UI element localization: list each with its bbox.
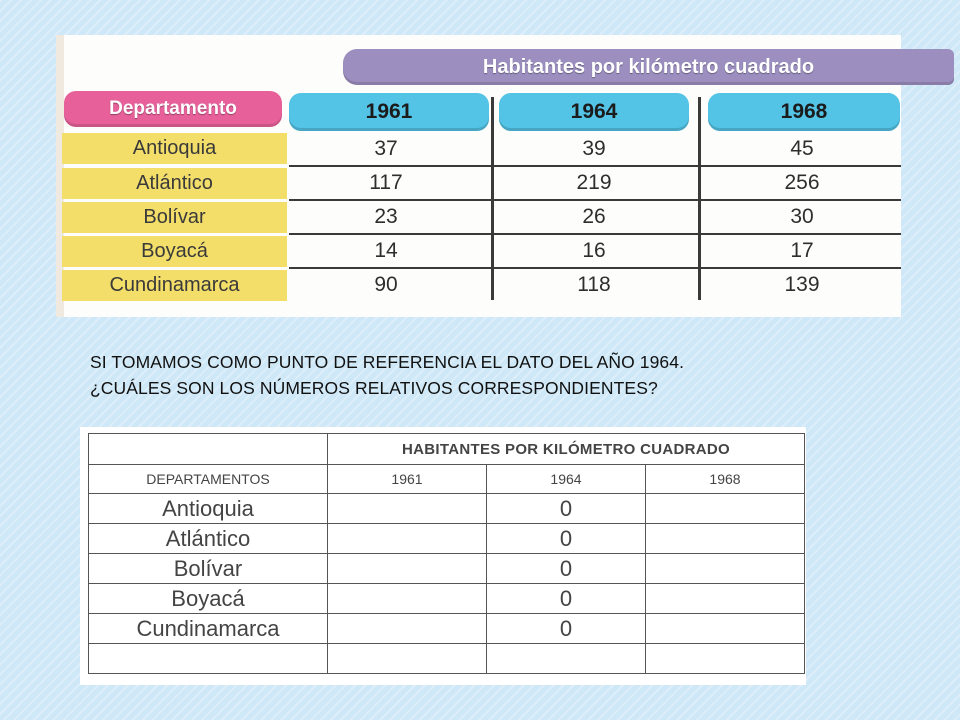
answer-cell-1964: 0 bbox=[487, 614, 646, 644]
row-label-atlantico: Atlántico bbox=[89, 524, 328, 554]
value-cell: 37 bbox=[374, 137, 398, 160]
answer-cell-1968[interactable] bbox=[646, 584, 805, 614]
relative-numbers-table bbox=[80, 427, 806, 685]
table-row bbox=[89, 584, 805, 614]
answer-cell-1964: 0 bbox=[487, 494, 646, 524]
value-cell: 219 bbox=[576, 171, 612, 194]
answer-cell-1968[interactable] bbox=[646, 614, 805, 644]
year-header-1964: 1964 bbox=[487, 465, 646, 494]
table-row bbox=[89, 644, 805, 674]
value-cell: 23 bbox=[374, 205, 398, 228]
row-label-cundinamarca: Cundinamarca bbox=[89, 614, 328, 644]
table-row bbox=[89, 494, 805, 524]
empty-row-label bbox=[89, 644, 328, 674]
value-cell: 14 bbox=[374, 239, 398, 262]
value-cell: 117 bbox=[369, 171, 403, 194]
empty-corner-cell bbox=[89, 434, 328, 465]
empty-cell bbox=[487, 644, 646, 674]
table-row bbox=[89, 554, 805, 584]
value-cell: 17 bbox=[790, 239, 814, 262]
value-cell: 39 bbox=[582, 137, 606, 160]
answer-cell-1968[interactable] bbox=[646, 524, 805, 554]
year-header-1964: 1964 bbox=[499, 93, 689, 131]
answer-cell-1968[interactable] bbox=[646, 554, 805, 584]
year-header-1961: 1961 bbox=[328, 465, 487, 494]
table-title: HABITANTES POR KILÓMETRO CUADRADO bbox=[328, 434, 805, 465]
value-cell: 26 bbox=[582, 205, 606, 228]
question-line-2: ¿CUÁLES SON LOS NÚMEROS RELATIVOS CORRESPONDIENTES? bbox=[90, 378, 658, 398]
value-cell: 90 bbox=[374, 273, 398, 296]
value-cell: 139 bbox=[784, 273, 820, 296]
answer-cell-1964: 0 bbox=[487, 584, 646, 614]
department-header: DEPARTAMENTOS bbox=[89, 465, 328, 494]
year-header-1968: 1968 bbox=[708, 93, 900, 131]
row-label-bolivar: Bolívar bbox=[62, 202, 287, 233]
answer-cell-1961[interactable] bbox=[328, 524, 487, 554]
empty-cell bbox=[328, 644, 487, 674]
answer-cell-1961[interactable] bbox=[328, 494, 487, 524]
row-label-boyaca: Boyacá bbox=[62, 236, 287, 267]
question-line-1: SI TOMAMOS COMO PUNTO DE REFERENCIA EL DATO DEL AÑO 1964. bbox=[90, 352, 685, 372]
row-label-atlantico: Atlántico bbox=[62, 168, 287, 199]
row-label-bolivar: Bolívar bbox=[89, 554, 328, 584]
relative-numbers-grid bbox=[88, 433, 805, 674]
answer-cell-1961[interactable] bbox=[328, 554, 487, 584]
answer-cell-1964: 0 bbox=[487, 524, 646, 554]
table-row bbox=[89, 524, 805, 554]
row-label-cundinamarca: Cundinamarca bbox=[62, 270, 287, 301]
value-cell: 30 bbox=[790, 205, 814, 228]
value-cell: 45 bbox=[790, 137, 814, 160]
table-title: Habitantes por kilómetro cuadrado bbox=[343, 49, 954, 85]
year-header-1968: 1968 bbox=[646, 465, 805, 494]
value-cell: 118 bbox=[577, 273, 611, 296]
question-text bbox=[90, 349, 870, 401]
population-density-table bbox=[56, 35, 901, 317]
answer-cell-1961[interactable] bbox=[328, 614, 487, 644]
answer-cell-1968[interactable] bbox=[646, 494, 805, 524]
table-row bbox=[89, 614, 805, 644]
answer-cell-1961[interactable] bbox=[328, 584, 487, 614]
value-cell: 16 bbox=[582, 239, 606, 262]
value-cell: 256 bbox=[784, 171, 820, 194]
row-label-antioquia: Antioquia bbox=[62, 133, 287, 164]
answer-cell-1964: 0 bbox=[487, 554, 646, 584]
empty-cell bbox=[646, 644, 805, 674]
year-header-1961: 1961 bbox=[289, 93, 489, 131]
row-label-antioquia: Antioquia bbox=[89, 494, 328, 524]
row-label-boyaca: Boyacá bbox=[89, 584, 328, 614]
department-header: Departamento bbox=[64, 91, 282, 127]
